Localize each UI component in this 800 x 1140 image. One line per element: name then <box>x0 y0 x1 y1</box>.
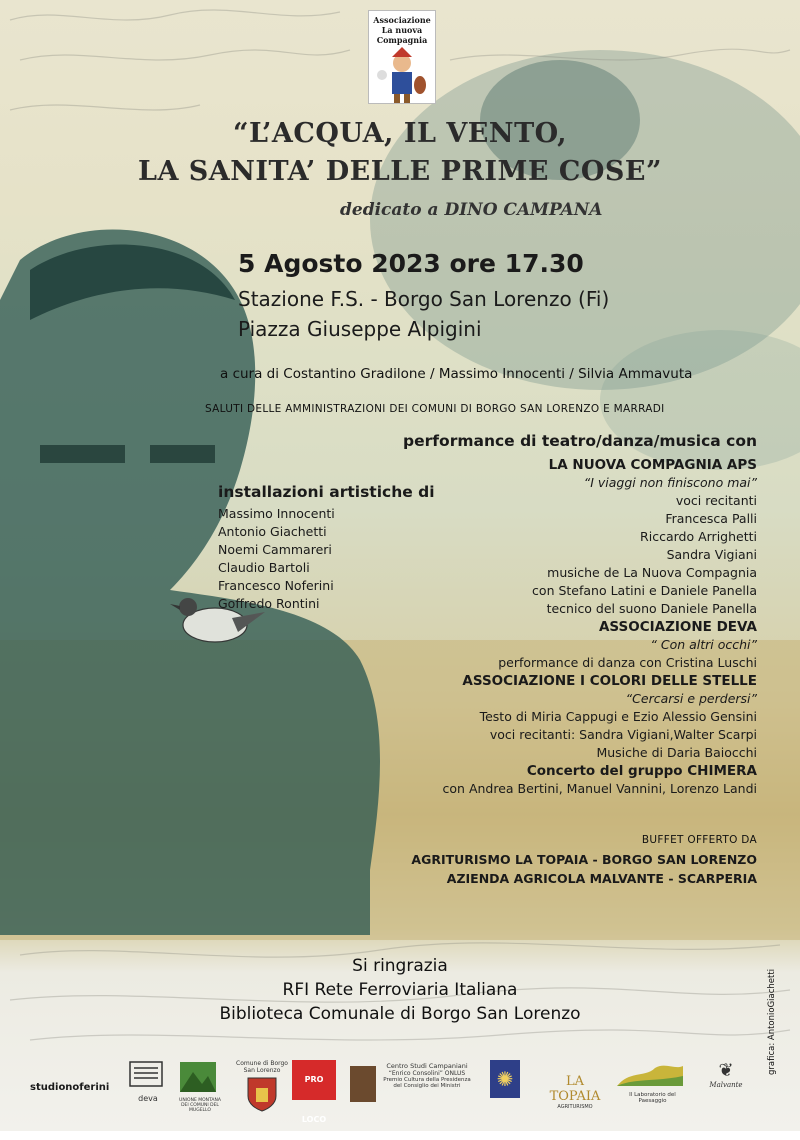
mountain-logo-icon <box>178 1060 218 1094</box>
program-line: voci recitanti: Sandra Vigiani,Walter Scarpi <box>489 727 757 742</box>
coat-of-arms-icon <box>242 1074 282 1112</box>
artist-name: Noemi Cammareri <box>218 542 332 557</box>
sponsor-comune <box>232 1060 292 1110</box>
sponsor-laboratorio <box>615 1060 690 1110</box>
program-line: con Andrea Bertini, Manuel Vannini, Lorenzo Landi <box>442 781 757 796</box>
event-place: Stazione F.S. - Borgo San Lorenzo (Fi) <box>238 287 610 311</box>
program-line: voci recitanti <box>675 493 757 508</box>
association-logo-line1: Associazione <box>373 15 431 25</box>
buffet-line1: AGRITURISMO LA TOPAIA - BORGO SAN LORENZO <box>411 852 757 867</box>
program-line: Musiche di Daria Baiocchi <box>596 745 757 760</box>
artist-name: Francesco Noferini <box>218 578 334 593</box>
sponsor-deva <box>128 1060 168 1110</box>
centro-line2: “Enrico Consolini” ONLUS <box>388 1070 466 1077</box>
association-logo-line2: La nuova Compagnia <box>376 25 428 45</box>
centro-line3: Premio Cultura della Presidenza del Consiglio dei Ministri <box>383 1077 471 1089</box>
jester-icon <box>372 45 432 105</box>
artist-name: Claudio Bartoli <box>218 560 310 575</box>
buffet-label: BUFFET OFFERTO DA <box>641 834 757 846</box>
unione-label: UNIONE MONTANA DEI COMUNI DEL MUGELLO <box>179 1098 221 1113</box>
greetings: SALUTI DELLE AMMINISTRAZIONI DEI COMUNI DI BORGO SAN LORENZO E MARRADI <box>205 403 665 415</box>
artist-name: Goffredo Rontini <box>218 596 320 611</box>
program-line: ASSOCIAZIONE I COLORI DELLE STELLE <box>462 673 757 689</box>
thanks-heading: Si ringrazia <box>352 956 448 976</box>
deva-logo-icon <box>128 1060 164 1090</box>
comune-label: Comune di Borgo San Lorenzo <box>236 1060 288 1074</box>
thanks-rfi: RFI Rete Ferroviaria Italiana <box>282 980 518 1000</box>
sponsor-centro-studi <box>350 1060 470 1110</box>
leaf-icon: ❦ <box>718 1060 734 1081</box>
program-line: performance di danza con Cristina Luschi <box>498 655 757 670</box>
topaia-label: LA TOPAIA <box>549 1074 601 1104</box>
program-line: con Stefano Latini e Daniele Panella <box>532 583 757 598</box>
program-list <box>443 456 757 798</box>
buffet-line2: AZIENDA AGRICOLA MALVANTE - SCARPERIA <box>446 871 757 886</box>
program-line: Concerto del gruppo CHIMERA <box>526 763 757 779</box>
landscape-logo-icon <box>615 1060 685 1088</box>
laboratorio-label: Il Laboratorio del Paesaggio <box>629 1092 676 1104</box>
installations-section <box>218 483 435 613</box>
malvante-label: Malvante <box>709 1081 743 1089</box>
proloco-label: PRO LOCO <box>292 1060 336 1100</box>
deva-label: deva <box>138 1094 158 1103</box>
event-date: 5 Agosto 2023 ore 17.30 <box>238 249 584 278</box>
title-line1: “L’ACQUA, IL VENTO, <box>232 118 567 149</box>
artist-name: Antonio Giachetti <box>218 524 327 539</box>
program-line: Sandra Vigiani <box>666 547 757 562</box>
program-line: tecnico del suono Daniele Panella <box>546 601 757 616</box>
program-line: Francesca Palli <box>665 511 757 526</box>
program-line: Riccardo Arrighetti <box>640 529 757 544</box>
sponsor-malvante <box>706 1060 746 1110</box>
graphics-credit: grafica: AntonioGiachetti <box>767 968 777 1075</box>
curators: a cura di Costantino Gradilone / Massimo Innocenti / Silvia Ammavuta <box>220 366 693 382</box>
sponsor-unione-montana <box>178 1060 222 1113</box>
topaia-sub: AGRITURISMO <box>557 1104 593 1110</box>
buffet-section <box>411 834 757 888</box>
event-square: Piazza Giuseppe Alpigini <box>238 317 482 341</box>
portrait-icon <box>350 1066 376 1102</box>
program-heading: performance di teatro/danza/musica con <box>403 432 757 450</box>
sponsor-studionoferini <box>30 1060 115 1110</box>
sponsor-topaia <box>540 1060 610 1110</box>
installations-heading: installazioni artistiche di <box>218 483 435 501</box>
program-line: ASSOCIAZIONE DEVA <box>598 619 757 635</box>
sponsor-deva-star <box>490 1060 526 1110</box>
program-line: musiche de La Nuova Compagnia <box>547 565 757 580</box>
sponsor-proloco <box>292 1060 342 1124</box>
program-line: “ Con altri occhi” <box>650 637 757 652</box>
title-line2: LA SANITA’ DELLE PRIME COSE” <box>137 156 663 187</box>
star-logo-icon: ✺ <box>490 1060 520 1098</box>
program-line: LA NUOVA COMPAGNIA APS <box>548 457 757 473</box>
thanks-library: Biblioteca Comunale di Borgo San Lorenzo <box>219 1004 581 1024</box>
program-line: “I viaggi non finiscono mai” <box>583 475 757 490</box>
program-line: Testo di Miria Cappugi e Ezio Alessio Gensini <box>479 709 757 724</box>
dedication: dedicato a DINO CAMPANA <box>340 200 603 220</box>
artist-name: Massimo Innocenti <box>218 506 335 521</box>
association-logo <box>368 10 436 104</box>
program-line: “Cercarsi e perdersi” <box>625 691 757 706</box>
studionoferini-label: studionoferini <box>30 1082 110 1093</box>
centro-line1: Centro Studi Campaniani <box>386 1062 468 1070</box>
